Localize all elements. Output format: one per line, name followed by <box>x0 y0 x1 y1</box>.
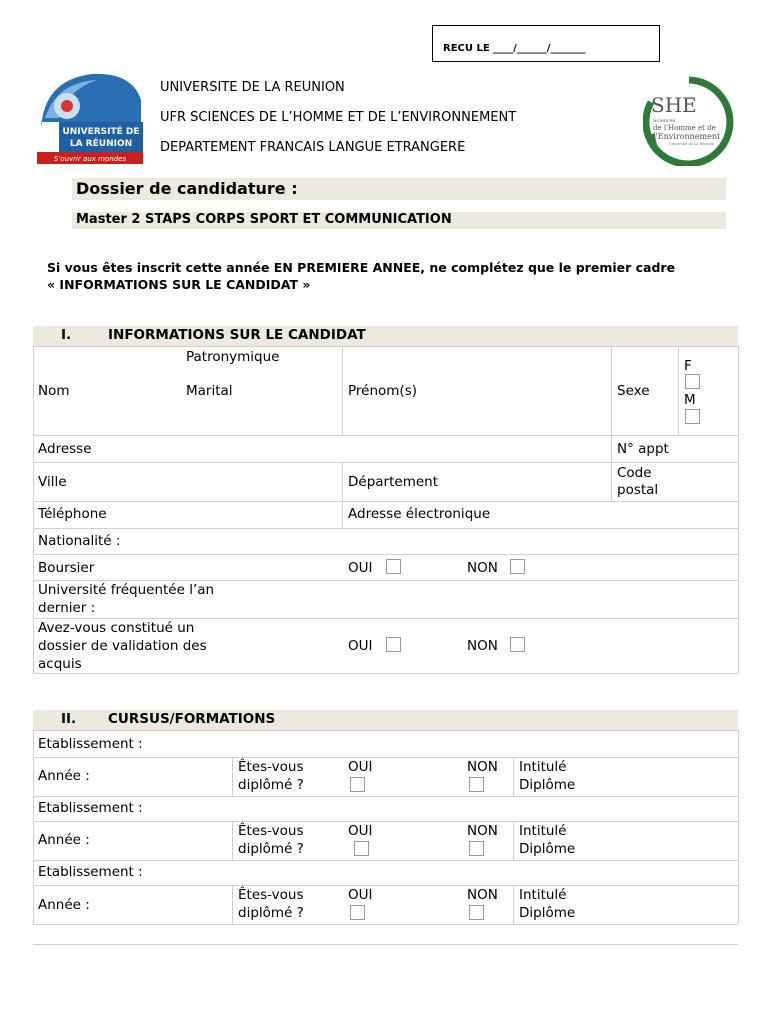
label-code-postal-2: postal <box>617 482 659 498</box>
label-non-1: NON <box>467 759 498 775</box>
label-vae-3: acquis <box>38 656 82 672</box>
checkbox-boursier-oui[interactable] <box>386 559 401 574</box>
title-band <box>72 178 726 200</box>
checkbox-boursier-non[interactable] <box>510 559 525 574</box>
checkbox-diplome-oui-3[interactable] <box>350 905 365 920</box>
label-adresse: Adresse <box>38 441 92 457</box>
label-diplome-2a: Êtes-vous <box>238 823 304 839</box>
section1-header <box>33 326 738 346</box>
label-intitule-2b: Diplôme <box>519 841 576 857</box>
she-acronym: SHE <box>651 93 697 117</box>
university-logo-line1: UNIVERSITÉ DE <box>62 127 140 137</box>
label-vae-1: Avez-vous constitué un <box>38 620 195 636</box>
section2-title: CURSUS/FORMATIONS <box>108 711 276 727</box>
label-diplome-1b: diplômé ? <box>238 777 304 793</box>
she-line1: Sciences <box>653 118 676 124</box>
label-ville: Ville <box>38 474 67 490</box>
university-logo <box>37 70 143 166</box>
label-boursier-non: NON <box>467 560 498 576</box>
label-patronymique: Patronymique <box>186 349 280 365</box>
label-boursier-oui: OUI <box>348 560 373 576</box>
label-m: M <box>684 392 696 408</box>
header-university: UNIVERSITE DE LA REUNION <box>160 80 345 95</box>
checkbox-diplome-oui-1[interactable] <box>350 777 365 792</box>
checkbox-diplome-non-2[interactable] <box>469 841 484 856</box>
label-departement: Département <box>348 474 438 490</box>
bottom-divider <box>33 944 738 945</box>
label-etablissement-3: Etablissement : <box>38 864 143 880</box>
section2-header <box>33 710 738 730</box>
she-logo <box>643 76 735 166</box>
checkbox-diplome-oui-2[interactable] <box>354 841 369 856</box>
label-boursier: Boursier <box>38 560 95 576</box>
label-intitule-3b: Diplôme <box>519 905 576 921</box>
label-oui-1: OUI <box>348 759 373 775</box>
label-code-postal-1: Code <box>617 465 652 481</box>
label-annee-3: Année : <box>38 897 90 913</box>
subtitle-band <box>72 212 726 229</box>
she-line4: Université de La Réunion <box>669 142 715 146</box>
intro-text <box>47 259 737 293</box>
label-appt: N° appt <box>617 441 669 457</box>
label-oui-2: OUI <box>348 823 373 839</box>
checkbox-diplome-non-1[interactable] <box>469 777 484 792</box>
label-nationalite: Nationalité : <box>38 533 121 549</box>
label-email: Adresse électronique <box>348 506 491 522</box>
checkbox-vae-oui[interactable] <box>386 637 401 652</box>
label-f: F <box>684 358 692 374</box>
label-non-2: NON <box>467 823 498 839</box>
label-prenom: Prénom(s) <box>348 383 417 399</box>
section1-number: I. <box>61 327 72 343</box>
she-line3: l'Environnement <box>653 132 721 141</box>
section1-title: INFORMATIONS SUR LE CANDIDAT <box>108 327 366 343</box>
label-universite-1: Université fréquentée l’an <box>38 582 215 598</box>
header-department: DEPARTEMENT FRANCAIS LANGUE ETRANGERE <box>160 140 466 155</box>
label-annee-1: Année : <box>38 768 90 784</box>
label-universite-2: dernier : <box>38 600 96 616</box>
label-nom: Nom <box>38 383 70 399</box>
label-annee-2: Année : <box>38 832 90 848</box>
label-diplome-3b: diplômé ? <box>238 905 304 921</box>
checkbox-diplome-non-3[interactable] <box>469 905 484 920</box>
label-vae-2: dossier de validation des <box>38 638 207 654</box>
she-line2: de l'Homme et de <box>653 124 716 132</box>
header-ufr: UFR SCIENCES DE L’HOMME ET DE L’ENVIRONNEMENT <box>160 110 517 125</box>
university-logo-slogan: S'ouvrir aux mondes <box>53 155 127 163</box>
section2-number: II. <box>61 711 77 727</box>
checkbox-vae-non[interactable] <box>510 637 525 652</box>
label-vae-oui: OUI <box>348 638 373 654</box>
page-subtitle: Master 2 STAPS CORPS SPORT ET COMMUNICATION <box>76 212 452 227</box>
label-etablissement-2: Etablissement : <box>38 800 143 816</box>
page-title: Dossier de candidature : <box>76 179 298 198</box>
label-diplome-2b: diplômé ? <box>238 841 304 857</box>
university-logo-line2: LA RÉUNION <box>69 139 133 149</box>
label-intitule-3a: Intitulé <box>519 887 567 903</box>
label-marital: Marital <box>186 383 233 399</box>
label-telephone: Téléphone <box>38 506 107 522</box>
intro-line1: Si vous êtes inscrit cette année EN PREMIERE ANNEE, ne complétez que le premier cadre <box>47 260 676 275</box>
label-vae-non: NON <box>467 638 498 654</box>
receipt-box <box>432 25 660 62</box>
receipt-label: RECU LE ____/______/_______ <box>443 43 586 54</box>
label-non-3: NON <box>467 887 498 903</box>
label-intitule-2a: Intitulé <box>519 823 567 839</box>
label-diplome-3a: Êtes-vous <box>238 887 304 903</box>
label-intitule-1a: Intitulé <box>519 759 567 775</box>
label-oui-3: OUI <box>348 887 373 903</box>
checkbox-sexe-f[interactable] <box>685 374 700 389</box>
label-sexe: Sexe <box>617 383 650 399</box>
label-etablissement-1: Etablissement : <box>38 736 143 752</box>
intro-line2: « INFORMATIONS SUR LE CANDIDAT » <box>47 277 311 292</box>
label-diplome-1a: Êtes-vous <box>238 759 304 775</box>
label-intitule-1b: Diplôme <box>519 777 576 793</box>
checkbox-sexe-m[interactable] <box>685 409 700 424</box>
